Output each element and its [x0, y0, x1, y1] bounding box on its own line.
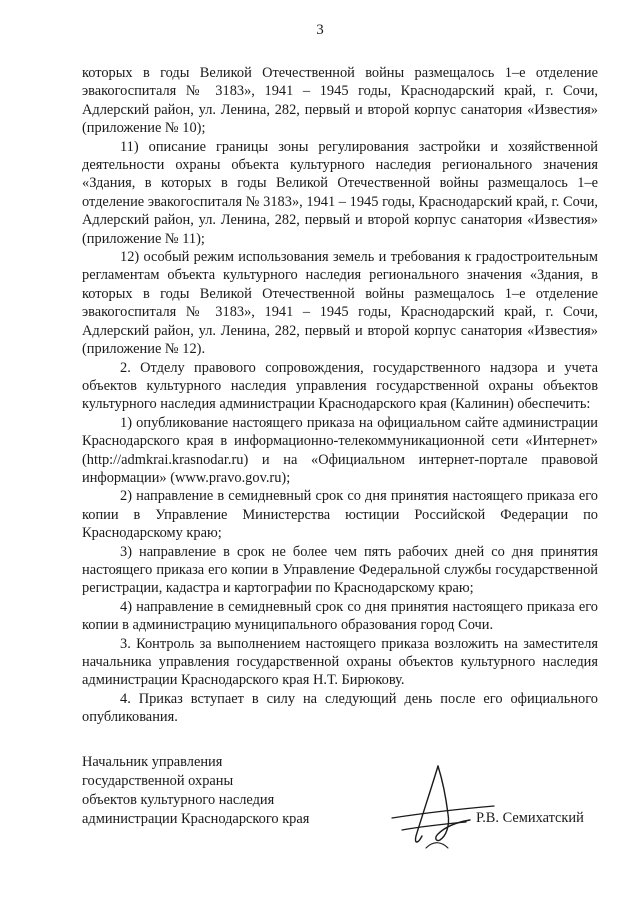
page-number: 3 [316, 22, 324, 38]
handwritten-signature [388, 752, 498, 862]
signatory-title-line: объектов культурного наследия [82, 792, 275, 808]
paragraph-section-2: 2. Отделу правового сопровождения, государственного надзора и учета объектов культурного наследия управления государственной охраны объектов культурного наследия администрации Краснодарского края (Калинин) обеспечить: [82, 359, 598, 413]
signatory-title-line: государственной охраны [82, 773, 234, 789]
signatory-title-line: администрации Краснодарского края [82, 811, 310, 827]
signatory-title-line: Начальник управления [82, 754, 223, 770]
paragraph-subitem-4: 4) направление в семидневный срок со дня принятия настоящего приказа его копии в администрацию муниципального образования город Сочи. [82, 598, 598, 634]
signatory-title [82, 753, 322, 829]
paragraph-subitem-3: 3) направление в срок не более чем пять рабочих дней со дня принятия настоящего приказа его копии в Управление Федеральной службы государственной регистрации, кадастра и картографии по Краснодарскому краю; [82, 543, 598, 597]
signer-name: Р.В. Семихатский [476, 810, 584, 826]
paragraph-subitem-2: 2) направление в семидневный срок со дня принятия настоящего приказа его копии в Управление Министерства юстиции Российской Федерации по Краснодарскому краю; [82, 488, 598, 542]
document-body [82, 64, 598, 727]
paragraph-section-4: 4. Приказ вступает в силу на следующий день после его официального опубликования. [82, 690, 598, 726]
paragraph-item-12: 12) особый режим использования земель и требования к градостроительным регламентам объекта культурного наследия регионального значения «Здания, в которых в годы Великой Отечественной войны размещалось 1–е отделение эвакогоспиталя № 3183», 1941 – 1945 годы, Краснодарский край, г. Сочи, Адлерский район, ул. Ленина, 282, первый и второй корпус санатория «Известия» (приложение № 12). [82, 249, 598, 358]
paragraph-item-11: 11) описание границы зоны регулирования застройки и хозяйственной деятельности охраны объекта культурного наследия регионального значения «Здания, в которых в годы Великой Отечественной войны размещалось 1–е отделение эвакогоспиталя № 3183», 1941 – 1945 годы, Краснодарский край, г. Сочи, Адлерский район, ул. Ленина, 282, первый и второй корпус санатория «Известия» (приложение № 11); [82, 138, 598, 247]
paragraph-section-3: 3. Контроль за выполнением настоящего приказа возложить на заместителя начальника управления государственной охраны объектов культурного наследия администрации Краснодарского края Н.Т. Бирюкову. [82, 635, 598, 689]
paragraph-subitem-1: 1) опубликование настоящего приказа на официальном сайте администрации Краснодарского края в информационно-телекоммуникационной сети «Интернет» (http://admkrai.krasnodar.ru) и на «Официальном интернет-портале правовой информации» (www.pravo.gov.ru); [82, 414, 598, 486]
paragraph-continuation: которых в годы Великой Отечественной войны размещалось 1–е отделение эвакогоспиталя № 3183», 1941 – 1945 годы, Краснодарский край, г. Сочи, Адлерский район, ул. Ленина, 282, первый и второй корпус санатория «Известия» (приложение № 10); [82, 65, 598, 137]
